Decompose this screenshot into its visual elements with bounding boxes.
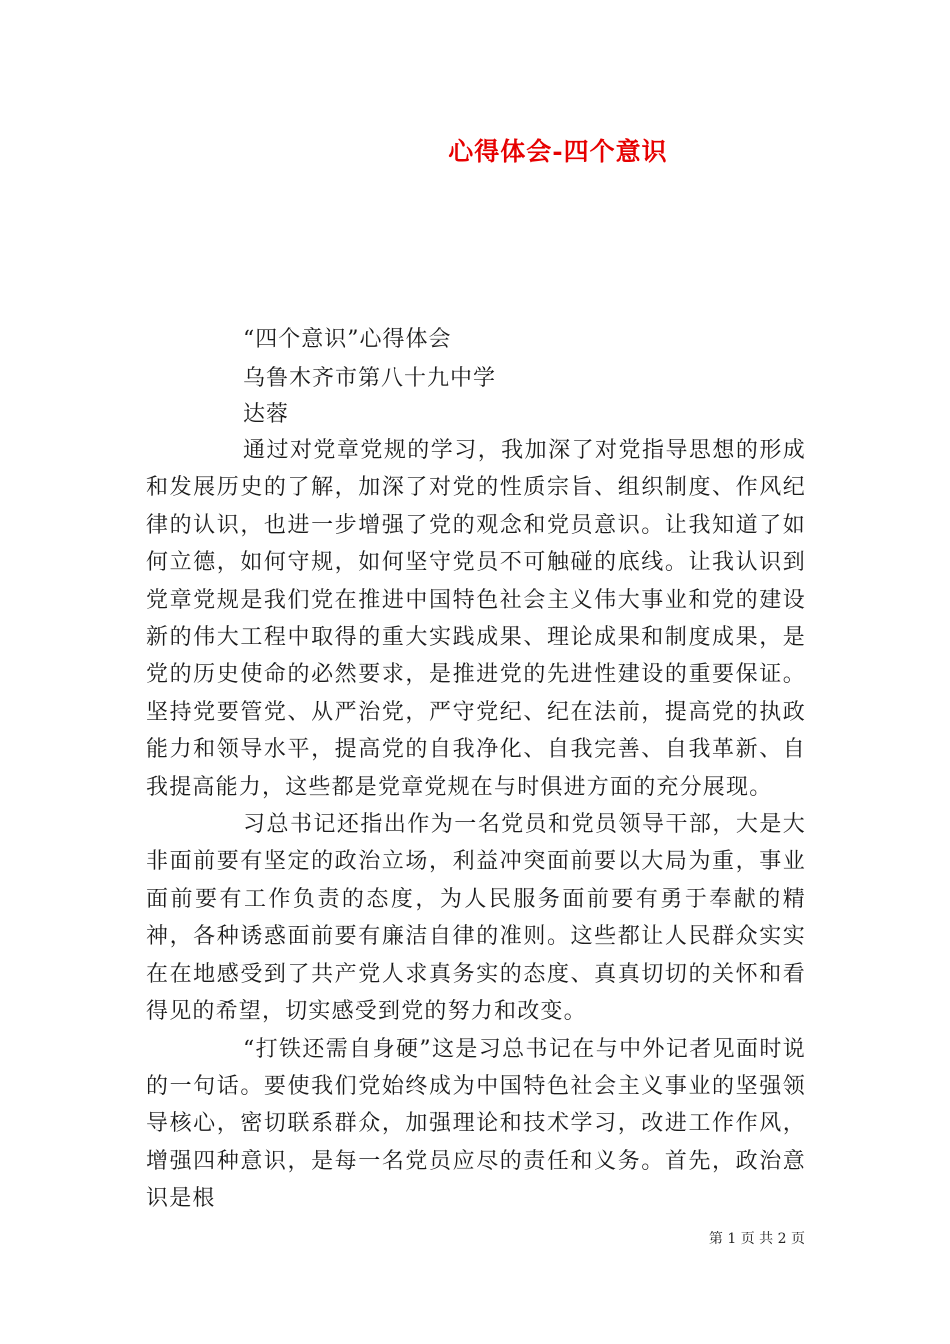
paragraph: 习总书记还指出作为一名党员和党员领导干部，大是大非面前要有坚定的政治立场，利益冲突面前要以大局为重，事业面前要有工作负责的态度，为人民服务面前要有勇于奉献的精神，各种诱惑面前要有廉洁自律的准则。这些都让人民群众实实在在地感受到了共产党人求真务实的态度、真真切切的关怀和看得见的希望，切实感受到党的努力和改变。: [146, 812, 806, 1025]
paragraph: 通过对党章党规的学习，我加深了对党指导思想的形成和发展历史的了解，加深了对党的性质宗旨、组织制度、作风纪律的认识，也进一步增强了党的观念和党员意识。让我知道了如何立德，如何守规，如何坚守党员不可触碰的底线。让我认识到党章党规是我们党在推进中国特色社会主义伟大事业和党的建设新的伟大工程中取得的重大实践成果、理论成果和制度成果，是党的历史使命的必然要求，是推进党的先进性建设的重要保证。坚持党要管党、从严治党，严守党纪、纪在法前，提高党的执政能力和领导水平，提高党的自我净化、自我完善、自我革新、自我提高能力，这些都是党章党规在与时俱进方面的充分展现。: [146, 438, 806, 800]
author-organization: 乌鲁木齐市第八十九中学: [243, 366, 497, 391]
author-name: 达蓉: [243, 402, 290, 427]
article-body: [146, 432, 806, 1218]
article-subtitle: “四个意识”心得体会: [243, 327, 452, 352]
page-number: 第 1 页 共 2 页: [708, 1231, 805, 1247]
paragraph: “打铁还需自身硬”这是习总书记在与中外记者见面时说的一句话。要使我们党始终成为中国特色社会主义事业的坚强领导核心，密切联系群众，加强理论和技术学习，改进工作作风，增强四种意识，是每一名党员应尽的责任和义务。首先，政治意识是根: [146, 1036, 806, 1212]
document-title: 心得体会-四个意识: [448, 137, 668, 166]
